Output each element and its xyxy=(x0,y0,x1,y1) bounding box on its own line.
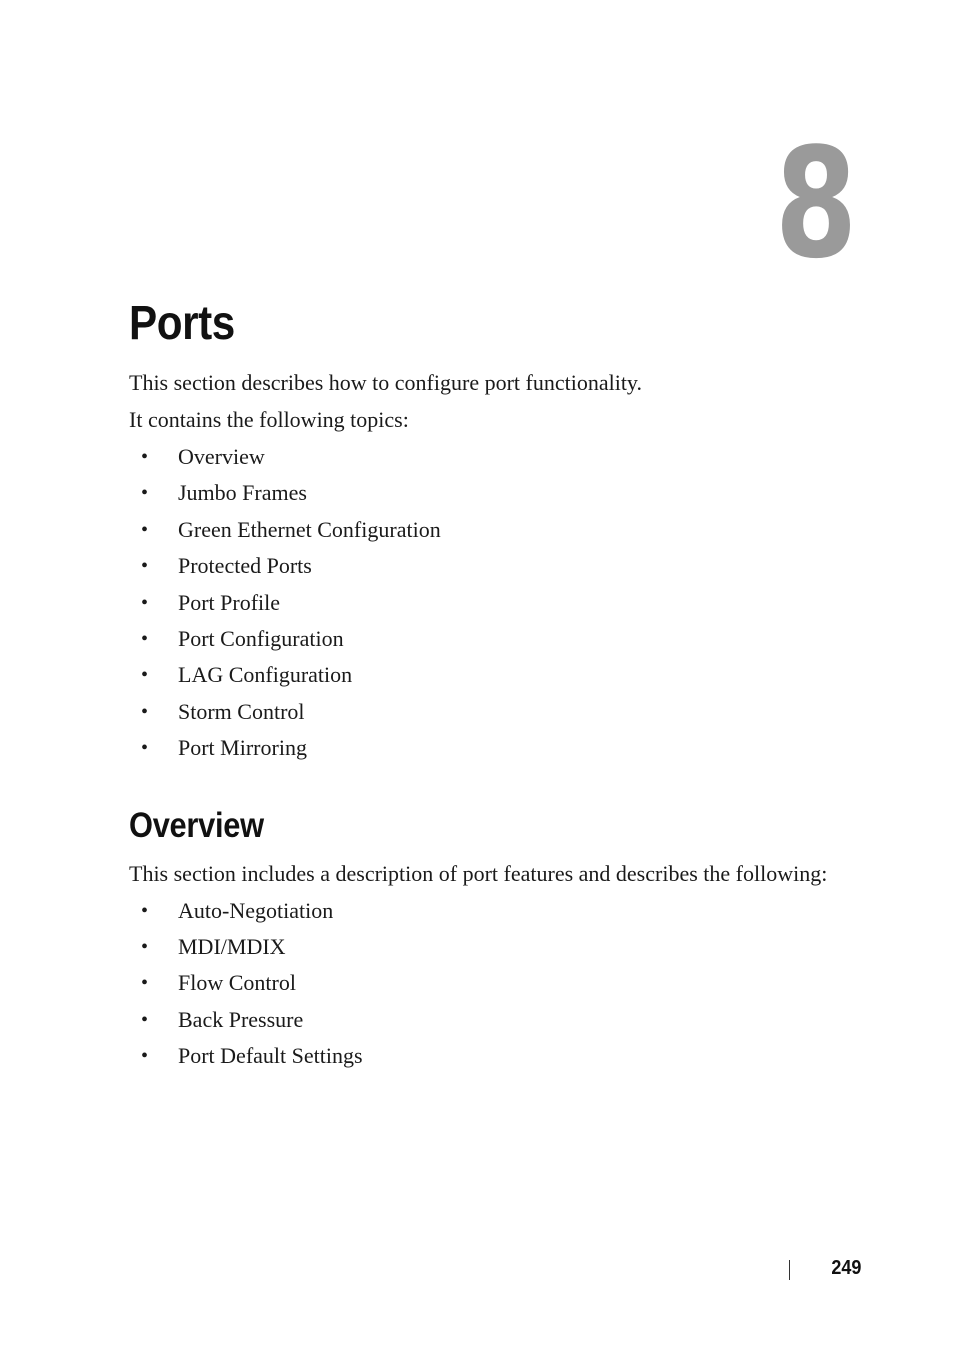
bullet-icon: • xyxy=(141,482,149,505)
list-item xyxy=(129,1043,829,1079)
list-item-label: Port Default Settings xyxy=(178,1043,363,1069)
list-item-label: Flow Control xyxy=(178,970,296,996)
list-item-label: MDI/MDIX xyxy=(178,933,286,959)
bullet-icon: • xyxy=(141,1008,149,1031)
bullet-icon: • xyxy=(141,664,149,687)
list-item-label: LAG Configuration xyxy=(178,662,353,688)
list-item xyxy=(129,553,829,589)
topic-list xyxy=(129,444,829,772)
list-item xyxy=(129,444,829,480)
chapter-number: 8 xyxy=(775,115,856,292)
list-item-label: Jumbo Frames xyxy=(178,480,307,506)
list-item xyxy=(129,626,829,662)
bullet-icon: • xyxy=(141,627,149,650)
list-item-label: Overview xyxy=(178,444,265,469)
list-item xyxy=(129,699,829,735)
bullet-icon: • xyxy=(141,591,149,614)
list-item xyxy=(129,1007,829,1043)
bullet-icon: • xyxy=(141,972,149,995)
list-item-label: Storm Control xyxy=(178,698,305,724)
list-item-label: Port Profile xyxy=(178,589,281,615)
bullet-icon: • xyxy=(141,1045,149,1068)
intro-paragraph: This section describes how to configure port functionality. xyxy=(129,370,643,395)
list-item xyxy=(129,662,829,698)
list-item xyxy=(129,590,829,626)
list-item-label: Port Configuration xyxy=(178,625,344,651)
list-item xyxy=(129,898,829,934)
page-footer xyxy=(789,1255,861,1281)
overview-feature-list xyxy=(129,898,829,1080)
bullet-icon: • xyxy=(141,737,149,760)
list-item xyxy=(129,970,829,1006)
page-content xyxy=(129,297,829,1079)
page-number: 249 xyxy=(830,1256,861,1279)
topics-lead-in: It contains the following topics: xyxy=(129,407,409,432)
overview-paragraph: This section includes a description of port features and describes the following: xyxy=(129,860,828,886)
bullet-icon: • xyxy=(141,555,149,578)
list-item-label: Auto-Negotiation xyxy=(178,897,334,923)
list-item-label: Protected Ports xyxy=(178,553,312,579)
footer-divider xyxy=(789,1260,790,1280)
chapter-title: Ports xyxy=(129,297,235,350)
list-item xyxy=(129,480,829,516)
list-item-label: Green Ethernet Configuration xyxy=(178,516,441,542)
bullet-icon: • xyxy=(141,700,149,723)
list-item xyxy=(129,934,829,970)
list-item xyxy=(129,735,829,771)
bullet-icon: • xyxy=(141,446,149,468)
section-title-overview: Overview xyxy=(129,805,264,845)
bullet-icon: • xyxy=(141,518,149,541)
list-item-label: Back Pressure xyxy=(178,1006,304,1032)
bullet-icon: • xyxy=(141,935,149,958)
bullet-icon: • xyxy=(141,899,149,922)
list-item-label: Port Mirroring xyxy=(178,735,307,761)
list-item xyxy=(129,517,829,553)
